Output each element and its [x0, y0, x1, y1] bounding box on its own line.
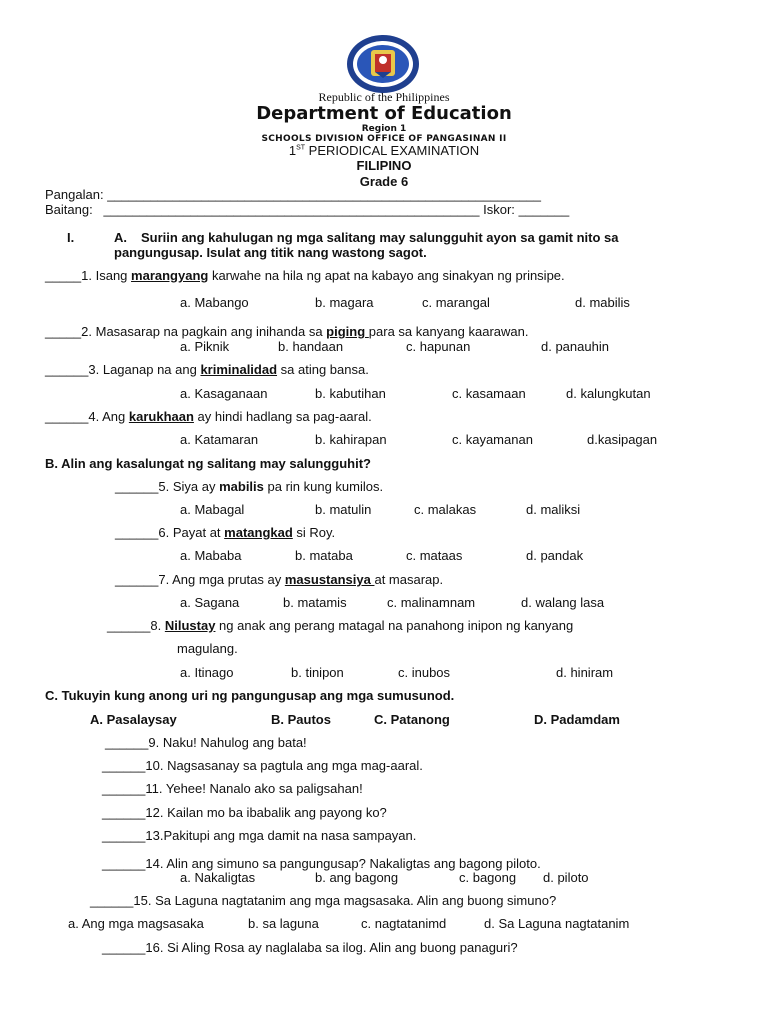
underlined-word: kriminalidad: [200, 362, 278, 377]
question-1: _____1. Isang marangyang karwahe na hila ng apat na kabayo ang sinakyan ng prinsipe.: [45, 268, 565, 283]
part-a-roman: I.: [67, 230, 75, 245]
section-label: Baitang:: [45, 202, 93, 217]
q1-option-a: a. Mabango: [180, 295, 249, 310]
exam-label: PERIODICAL EXAMINATION: [305, 143, 480, 158]
score-label: Iskor:: [483, 202, 515, 217]
q5-option-c: c. malakas: [414, 502, 477, 517]
question-11: ______11. Yehee! Nanalo ako sa paligsahan!: [102, 781, 363, 796]
q3-option-a: a. Kasaganaan: [180, 386, 268, 401]
exam-title: [0, 143, 768, 158]
q15-option-b: b. sa laguna: [248, 916, 319, 931]
q7-option-c: c. malinamnam: [387, 595, 476, 610]
q14-option-b: b. ang bagong: [315, 870, 399, 885]
answer-blank[interactable]: ______: [107, 618, 151, 633]
question-16: ______16. Si Aling Rosa ay naglalaba sa ilog. Alin ang buong panaguri?: [102, 940, 518, 955]
name-line[interactable]: ____________________________________________________________: [107, 187, 541, 202]
question-12: ______12. Kailan mo ba ibabalik ang payong ko?: [102, 805, 387, 820]
question-10: ______10. Nagsasanay sa pagtula ang mga mag-aaral.: [102, 758, 423, 773]
question-3: ______3. Laganap na ang kriminalidad sa ating bansa.: [45, 362, 369, 377]
choice-b: B. Pautos: [271, 712, 331, 727]
question-4: ______4. Ang karukhaan ay hindi hadlang sa pag-aaral.: [45, 409, 372, 424]
q3-option-b: b. kabutihan: [315, 386, 386, 401]
q6-option-a: a. Mababa: [180, 548, 242, 563]
q3-option-d: d. kalungkutan: [566, 386, 651, 401]
part-b-heading: B. Alin ang kasalungat ng salitang may salungguhit?: [45, 456, 372, 471]
q4-option-b: b. kahirapan: [315, 432, 387, 447]
question-8: ______8. Nilustay ng anak ang perang matagal na panahong inipon ng kanyang: [107, 618, 574, 633]
underlined-word: marangyang: [131, 268, 209, 283]
question-2: _____2. Masasarap na pagkain ang inihanda sa piging para sa kanyang kaarawan.: [45, 324, 529, 339]
answer-blank[interactable]: ______: [45, 409, 89, 424]
q6-option-b: b. mataba: [295, 548, 353, 563]
answer-blank[interactable]: ______: [115, 572, 159, 587]
underlined-word: masustansiya: [284, 572, 375, 587]
q7-option-b: b. matamis: [283, 595, 347, 610]
division-line: SCHOOLS DIVISION OFFICE OF PANGASINAN II: [261, 134, 507, 144]
grade-title: Grade 6: [359, 174, 409, 189]
underlined-word: matangkad: [224, 525, 293, 540]
q8-option-b: b. tinipon: [291, 665, 344, 680]
name-label: Pangalan:: [45, 187, 104, 202]
q2-option-b: b. handaan: [278, 339, 344, 354]
q8-option-c: c. inubos: [398, 665, 451, 680]
q5-option-d: d. maliksi: [526, 502, 581, 517]
name-field[interactable]: [45, 187, 541, 202]
q2-option-a: a. Piknik: [180, 339, 230, 354]
exam-ordinal: ST: [296, 144, 306, 152]
q4-option-c: c. kayamanan: [452, 432, 533, 447]
part-a-instruction-2: pangungusap. Isulat ang titik nang wastong sagot.: [114, 245, 427, 260]
q15-option-d: d. Sa Laguna nagtatanim: [484, 916, 630, 931]
q5-option-b: b. matulin: [315, 502, 372, 517]
q14-option-c: c. bagong: [459, 870, 517, 885]
q15-option-a: a. Ang mga magsasaka: [68, 916, 204, 931]
exam-number: 1: [288, 143, 297, 158]
q4-option-d: d.kasipagan: [587, 432, 658, 447]
part-a-letter: A.: [114, 230, 127, 245]
question-5: ______5. Siya ay mabilis pa rin kung kumilos.: [115, 479, 384, 494]
underlined-word: piging: [326, 324, 369, 339]
q3-option-c: c. kasamaan: [452, 386, 526, 401]
question-9: ______9. Naku! Nahulog ang bata!: [105, 735, 307, 750]
subject-title: FILIPINO: [356, 158, 412, 173]
question-6: ______6. Payat at matangkad si Roy.: [115, 525, 336, 540]
deped-seal: [345, 34, 421, 94]
answer-blank[interactable]: ______: [115, 479, 159, 494]
republic-line: Republic of the Philippines: [318, 90, 450, 104]
region-line: Region 1: [361, 124, 407, 134]
question-7: ______7. Ang mga prutas ay masustansiya at masarap.: [115, 572, 444, 587]
department-title: Department of Education: [256, 103, 512, 124]
answer-blank[interactable]: _____: [45, 324, 82, 339]
q8-option-d: d. hiniram: [556, 665, 614, 680]
answer-blank[interactable]: ______: [115, 525, 159, 540]
underlined-word: karukhaan: [128, 409, 194, 424]
score-line[interactable]: _______: [518, 202, 570, 217]
choice-c: C. Patanong: [374, 712, 450, 727]
q4-option-a: a. Katamaran: [180, 432, 259, 447]
section-field[interactable]: [45, 202, 569, 217]
q6-option-d: d. pandak: [526, 548, 584, 563]
section-line[interactable]: ____________________________________________________: [103, 202, 480, 217]
q1-option-d: d. mabilis: [575, 295, 630, 310]
part-a-instruction: Suriin ang kahulugan ng mga salitang may salungguhit ayon sa gamit nito sa: [141, 230, 619, 245]
choice-d: D. Padamdam: [534, 712, 620, 727]
q2-option-c: c. hapunan: [406, 339, 471, 354]
q7-option-d: d. walang lasa: [521, 595, 605, 610]
q6-option-c: c. mataas: [406, 548, 463, 563]
q2-option-d: d. panauhin: [541, 339, 609, 354]
q15-option-c: c. nagtatanimd: [361, 916, 447, 931]
q5-option-a: a. Mabagal: [180, 502, 245, 517]
question-14: ______14. Alin ang simuno sa pangungusap? Nakaligtas ang bagong piloto.: [102, 856, 541, 871]
answer-blank[interactable]: _____: [45, 268, 82, 283]
keyword: mabilis: [219, 479, 264, 494]
part-c-heading: C. Tukuyin kung anong uri ng pangungusap ang mga sumusunod.: [45, 688, 455, 703]
question-8-continued: magulang.: [177, 641, 238, 656]
underlined-word: Nilustay: [164, 618, 216, 633]
q7-option-a: a. Sagana: [180, 595, 240, 610]
choice-a: A. Pasalaysay: [90, 712, 177, 727]
answer-blank[interactable]: ______: [45, 362, 89, 377]
q1-option-c: c. marangal: [422, 295, 490, 310]
q8-option-a: a. Itinago: [180, 665, 234, 680]
question-15: ______15. Sa Laguna nagtatanim ang mga magsasaka. Alin ang buong simuno?: [90, 893, 557, 908]
question-13: ______13.Pakitupi ang mga damit na nasa sampayan.: [102, 828, 417, 843]
q14-option-a: a. Nakaligtas: [180, 870, 256, 885]
q14-option-d: d. piloto: [543, 870, 589, 885]
q1-option-b: b. magara: [315, 295, 374, 310]
